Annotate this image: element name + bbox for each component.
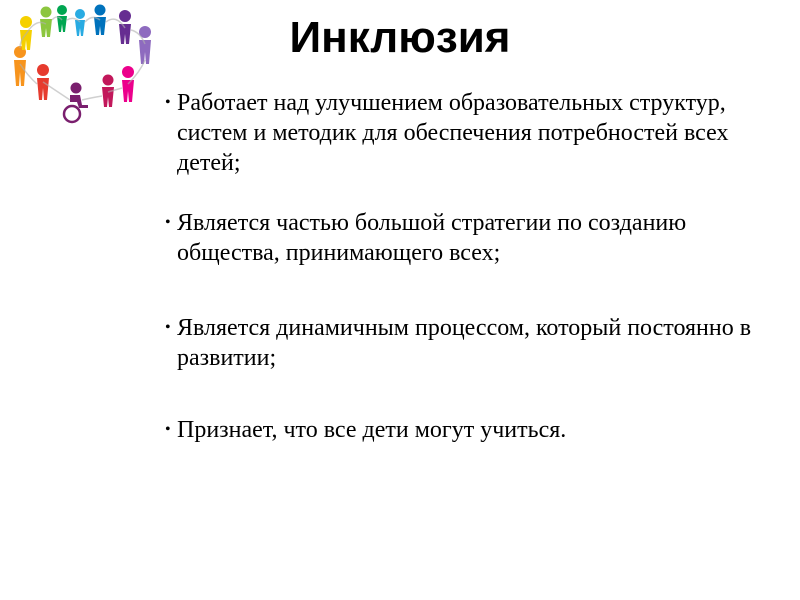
- bullet-text: Является динамичным процессом, который постоянно в развитии;: [177, 315, 752, 371]
- person-figure-cyan: [75, 9, 85, 36]
- slide-title: Инклюзия: [289, 13, 511, 62]
- bullet-item: [165, 313, 775, 373]
- bullet-item: [165, 88, 775, 178]
- bullet-text: Работает над улучшением образовательных структур, систем и методик для обеспечения потребностей всех детей;: [177, 90, 729, 176]
- bullet-dot: •: [165, 214, 171, 231]
- person-figure-magenta: [122, 66, 134, 102]
- bullet-item: [165, 415, 775, 445]
- bullet-text: Является частью большой стратегии по созданию общества, принимающего всех;: [177, 210, 687, 266]
- bullet-item: [165, 208, 775, 268]
- person-figure-orange: [14, 46, 26, 86]
- person-figure-green: [57, 5, 67, 32]
- bullet-dot: •: [165, 94, 171, 111]
- wheelchair-figure-icon: [64, 83, 88, 123]
- circle-of-people-holding-hands-icon: [0, 0, 160, 130]
- bullet-dot: •: [165, 319, 171, 336]
- bullet-list: [165, 88, 775, 445]
- bullet-text: Признает, что все дети могут учиться.: [177, 417, 567, 443]
- bullet-dot: •: [165, 421, 171, 438]
